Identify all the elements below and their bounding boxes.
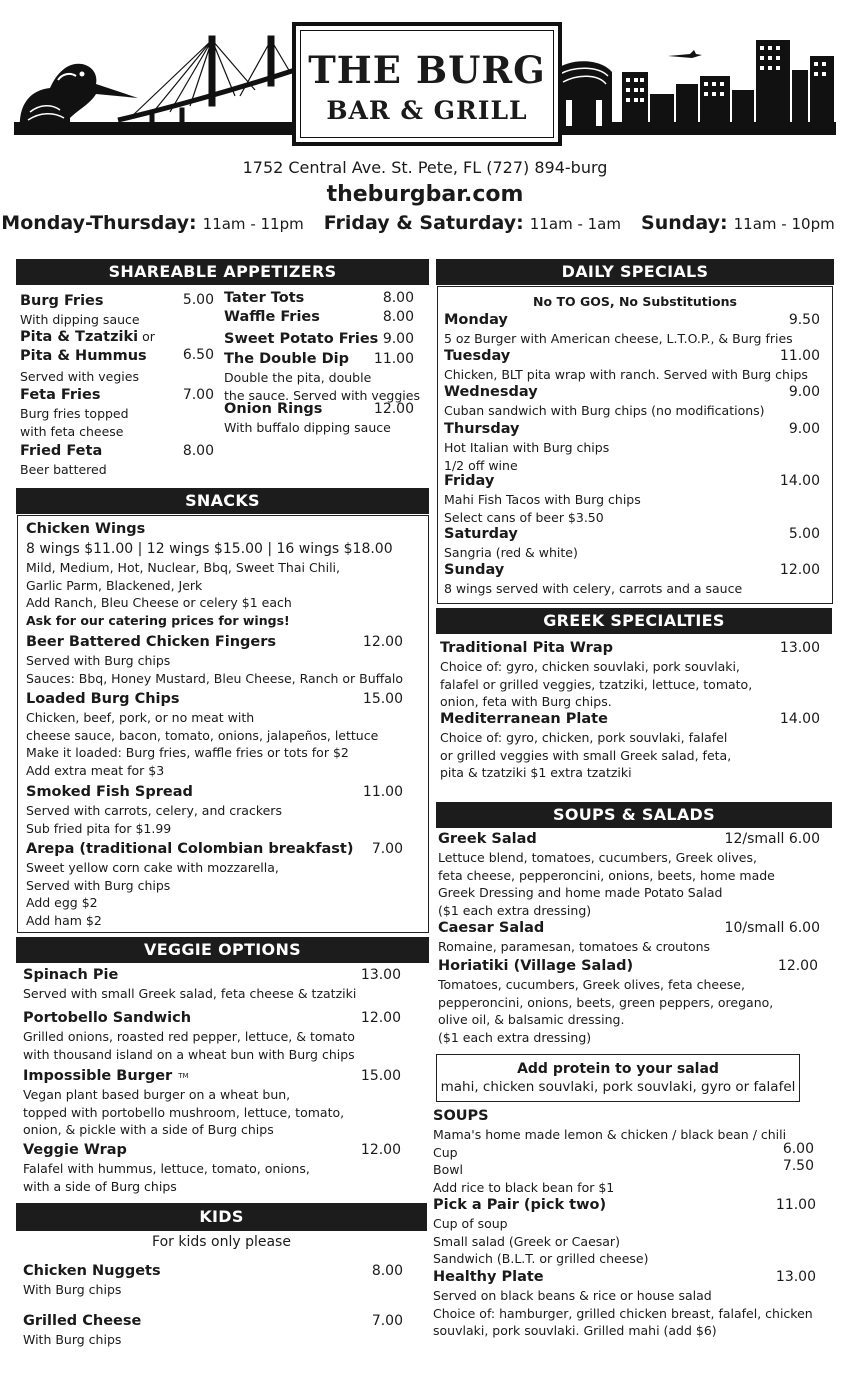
special-thursday: [444, 420, 609, 474]
item-desc: Double the pita, double: [224, 370, 372, 385]
catering-note: Ask for our catering prices for wings!: [26, 612, 290, 628]
item-price: 8.00: [382, 309, 414, 325]
hours-time-1: 11am - 11pm: [202, 215, 304, 233]
veggie-heading: VEGGIE OPTIONS: [16, 937, 429, 963]
item-desc: Cup of soup: [433, 1216, 508, 1231]
item-desc: Make it loaded: Burg fries, waffle fries or tots for $2: [26, 745, 349, 760]
item-price: 8.00: [382, 290, 414, 306]
hours: [0, 212, 850, 234]
item-price: 14.00: [779, 711, 820, 727]
logo-subtitle: BAR & GRILL: [326, 96, 528, 125]
address: 1752 Central Ave. St. Pete, FL (727) 894-burg: [242, 158, 608, 177]
item-price: 12.00: [360, 1010, 401, 1026]
item-price: 13.00: [775, 1269, 816, 1285]
item-desc: the sauce. Served with veggies: [224, 387, 420, 403]
menu-item-horiatiki: [438, 957, 773, 1046]
add-protein-box: [436, 1054, 800, 1102]
item-name: Fried Feta: [20, 443, 103, 459]
item-desc: Select cans of beer $3.50: [444, 509, 604, 525]
item-desc: Add rice to black bean for $1: [433, 1179, 615, 1195]
item-desc: pita & tzatziki $1 extra tzatziki: [440, 765, 632, 780]
appetizers-heading: SHAREABLE APPETIZERS: [16, 259, 429, 285]
item-desc: Garlic Parm, Blackened, Jerk: [26, 577, 203, 593]
menu-item-arepa: [26, 840, 353, 929]
specials-note: No TO GOS, No Substitutions: [533, 294, 737, 309]
item-desc: 1/2 off wine: [444, 457, 518, 473]
website-link[interactable]: theburgbar.com: [326, 182, 524, 207]
item-desc: Mahi Fish Tacos with Burg chips: [444, 492, 641, 507]
item-desc: onion, & pickle with a side of Burg chips: [23, 1122, 274, 1137]
item-price: 6.50: [182, 347, 214, 363]
item-name: Greek Salad: [438, 831, 537, 847]
item-name: Tuesday: [444, 348, 511, 364]
item-desc: Served on black beans & rice or house salad: [433, 1288, 712, 1303]
item-price: 9.00: [788, 384, 820, 400]
item-price: 12.00: [360, 1142, 401, 1158]
item-name: Veggie Wrap: [23, 1142, 127, 1158]
menu-item-pick-a-pair: [433, 1196, 649, 1268]
item-desc: 8 wings served with celery, carrots and a sauce: [444, 581, 743, 596]
item-desc: Cuban sandwich with Burg chips (no modifications): [444, 403, 765, 418]
kids-heading: KIDS: [16, 1203, 427, 1231]
item-desc: with a side of Burg chips: [23, 1178, 177, 1194]
add-protein-options: mahi, chicken souvlaki, pork souvlaki, gyro or falafel: [440, 1079, 796, 1095]
menu-item-soups: [433, 1107, 786, 1196]
logo-title: THE BURG: [308, 48, 546, 92]
hours-time-3: 11am - 10pm: [733, 215, 835, 233]
item-price: 12.00: [777, 958, 818, 974]
item-name: Arepa (traditional Colombian breakfast): [26, 841, 354, 857]
item-name: Sweet Potato Fries: [224, 331, 379, 347]
special-wednesday: [444, 383, 765, 420]
item-desc: Mama's home made lemon & chicken / black bean / chili: [433, 1127, 787, 1142]
menu-item-mediterranean-plate: [440, 710, 731, 782]
item-price: 12.00: [779, 562, 820, 578]
add-protein-title: Add protein to your salad: [517, 1061, 719, 1077]
item-price: 7.00: [182, 387, 214, 403]
special-saturday: [444, 525, 578, 562]
item-desc: Add egg $2: [26, 895, 98, 910]
item-desc: Falafel with hummus, lettuce, tomato, onions,: [23, 1161, 310, 1176]
item-name: Beer Battered Chicken Fingers: [26, 634, 277, 650]
hours-days-3: Sunday:: [641, 212, 728, 234]
item-desc: Sub fried pita for $1.99: [26, 820, 172, 836]
menu-item-tater-tots: [224, 289, 304, 308]
item-desc: ($1 each extra dressing): [438, 902, 592, 918]
header-banner: [0, 0, 850, 150]
item-price: 9.00: [788, 421, 820, 437]
item-desc: Sauces: Bbq, Honey Mustard, Bleu Cheese, Ranch or Buffalo: [26, 670, 404, 686]
item-desc: Small salad (Greek or Caesar): [433, 1233, 620, 1249]
snacks-heading: SNACKS: [16, 488, 429, 514]
item-price: 11.00: [775, 1197, 816, 1213]
menu-item-portobello-sandwich: [23, 1009, 355, 1063]
item-price: 15.00: [362, 691, 403, 707]
item-desc: Add ham $2: [26, 912, 102, 928]
item-price: 14.00: [779, 473, 820, 489]
item-name: Burg Fries: [20, 293, 104, 309]
item-desc: Grilled onions, roasted red pepper, lettuce, & tomato: [23, 1029, 355, 1044]
item-desc: Mild, Medium, Hot, Nuclear, Bbq, Sweet Thai Chili,: [26, 560, 341, 575]
item-price: 11.00: [373, 351, 414, 367]
soup-bowl-price: 7.50: [782, 1158, 814, 1174]
item-name: Waffle Fries: [224, 309, 320, 325]
item-name: Pita & Tzatziki: [20, 329, 139, 345]
menu-item-caesar-salad: [438, 919, 710, 956]
special-sunday: [444, 561, 742, 598]
item-desc: Served with carrots, celery, and crackers: [26, 803, 282, 818]
item-name: Pick a Pair (pick two): [433, 1197, 607, 1213]
item-price: 15.00: [360, 1068, 401, 1084]
menu-item-burg-fries: [20, 292, 140, 329]
item-desc: Chicken, BLT pita wrap with ranch. Served with Burg chips: [444, 367, 808, 382]
item-desc: cheese sauce, bacon, tomato, onions, jalapeños, lettuce: [26, 727, 379, 743]
item-name: Horiatiki (Village Salad): [438, 958, 634, 974]
item-name: Friday: [444, 473, 495, 489]
item-desc: With dipping sauce: [20, 312, 140, 327]
item-desc: falafel or grilled veggies, tzatziki, lettuce, tomato,: [440, 676, 753, 692]
special-friday: [444, 472, 641, 526]
item-desc: 5 oz Burger with American cheese, L.T.O.P., & Burg fries: [444, 331, 793, 346]
item-desc: Served with vegies: [20, 369, 139, 384]
item-name: Chicken Nuggets: [23, 1263, 161, 1279]
menu-item-pita-hummus: [20, 347, 147, 386]
item-desc: onion, feta with Burg chips.: [440, 694, 612, 709]
item-desc: Lettuce blend, tomatoes, cucumbers, Greek olives,: [438, 850, 757, 865]
menu-item-chicken-nuggets: [23, 1262, 161, 1299]
item-name: Grilled Cheese: [23, 1313, 142, 1329]
hours-days-2: Friday & Saturday:: [323, 212, 524, 234]
menu-item-smoked-fish-spread: [26, 783, 282, 837]
item-desc: Hot Italian with Burg chips: [444, 440, 610, 455]
item-name: Feta Fries: [20, 387, 101, 403]
city-icon: [555, 40, 834, 130]
menu-item-chicken-wings: [26, 520, 393, 629]
item-name: Smoked Fish Spread: [26, 784, 193, 800]
item-desc: Sangria (red & white): [444, 545, 578, 560]
item-desc: topped with portobello mushroom, lettuce, tomato,: [23, 1104, 345, 1120]
item-desc: pepperoncini, onions, beets, green peppers, oregano,: [438, 994, 774, 1010]
item-price: 12.00: [362, 634, 403, 650]
item-name: Impossible Burger: [23, 1068, 173, 1084]
item-price: 9.50: [788, 312, 820, 328]
item-price: 8.00: [371, 1263, 403, 1279]
item-name: Monday: [444, 312, 508, 328]
menu-item-loaded-burg-chips: [26, 690, 378, 779]
item-desc: ($1 each extra dressing): [438, 1029, 592, 1045]
item-name: Portobello Sandwich: [23, 1010, 192, 1026]
item-desc: Choice of: hamburger, grilled chicken breast, falafel, chicken: [433, 1305, 813, 1321]
menu-item-grilled-cheese: [23, 1312, 141, 1349]
hours-days-1: Monday-Thursday:: [1, 212, 197, 234]
item-desc: with thousand island on a wheat bun with Burg chips: [23, 1046, 355, 1062]
menu-item-fried-feta: [20, 442, 107, 479]
item-desc: Sandwich (B.L.T. or grilled cheese): [433, 1251, 649, 1266]
item-price: 11.00: [362, 784, 403, 800]
item-price: 5.00: [182, 292, 214, 308]
item-or: or: [142, 329, 155, 344]
item-desc: Tomatoes, cucumbers, Greek olives, feta cheese,: [438, 977, 745, 992]
item-desc: Choice of: gyro, chicken, pork souvlaki, falafel: [440, 730, 728, 745]
item-name: Caesar Salad: [438, 920, 545, 936]
soups-salads-heading: SOUPS & SALADS: [436, 802, 832, 828]
item-price: 7.00: [371, 1313, 403, 1329]
item-desc: Romaine, paramesan, tomatoes & croutons: [438, 939, 711, 954]
menu-item-impossible-burger: [23, 1067, 344, 1139]
specials-heading: DAILY SPECIALS: [436, 259, 834, 285]
item-desc: Add Ranch, Bleu Cheese or celery $1 each: [26, 595, 292, 610]
special-tuesday: [444, 347, 808, 384]
item-name: The Double Dip: [224, 351, 350, 367]
item-name: Saturday: [444, 526, 518, 542]
item-price: 7.00: [371, 841, 403, 857]
item-name: Tater Tots: [224, 290, 305, 306]
kids-note: For kids only please: [152, 1234, 291, 1250]
item-desc: or grilled veggies with small Greek salad, feta,: [440, 747, 732, 763]
item-desc: Beer battered: [20, 462, 107, 477]
item-price: 11.00: [779, 348, 820, 364]
item-price: 10/small 6.00: [724, 920, 820, 936]
menu-item-pita-tzatziki: [20, 328, 155, 347]
soup-cup-price: 6.00: [782, 1141, 814, 1157]
item-name: Sunday: [444, 562, 505, 578]
item-desc: souvlaki, pork souvlaki. Grilled mahi (add $6): [433, 1323, 717, 1338]
item-name: Mediterranean Plate: [440, 711, 608, 727]
item-desc: Greek Dressing and home made Potato Salad: [438, 885, 723, 900]
item-desc: Chicken, beef, pork, or no meat with: [26, 710, 255, 725]
menu-item-veggie-wrap: [23, 1141, 310, 1195]
item-desc: With buffalo dipping sauce: [224, 420, 391, 435]
soup-bowl-label: Bowl: [433, 1162, 463, 1177]
item-desc: With Burg chips: [23, 1282, 122, 1297]
item-desc: Vegan plant based burger on a wheat bun,: [23, 1087, 291, 1102]
item-desc: feta cheese, pepperoncini, onions, beets, home made: [438, 867, 775, 883]
item-name: Onion Rings: [224, 401, 323, 417]
item-desc: With Burg chips: [23, 1332, 122, 1347]
item-desc: Served with Burg chips: [26, 653, 171, 668]
item-desc: Served with Burg chips: [26, 877, 171, 893]
item-name: Chicken Wings: [26, 521, 146, 537]
greek-heading: GREEK SPECIALTIES: [436, 608, 832, 634]
menu-item-feta-fries: [20, 386, 129, 440]
item-name: Pita & Hummus: [20, 348, 147, 364]
item-price: 5.00: [788, 526, 820, 542]
menu-item-waffle-fries: [224, 308, 320, 327]
item-desc: Sweet yellow corn cake with mozzarella,: [26, 860, 279, 875]
menu-item-spinach-pie: [23, 966, 356, 1003]
item-desc: Served with small Greek salad, feta cheese & tzatziki: [23, 986, 357, 1001]
bridge-icon: [118, 36, 295, 124]
item-name: Loaded Burg Chips: [26, 691, 180, 707]
logo: [292, 22, 562, 146]
item-name: Spinach Pie: [23, 967, 119, 983]
wing-sizes: 8 wings $11.00 | 12 wings $15.00 | 16 wings $18.00: [26, 541, 393, 557]
item-price: 13.00: [779, 640, 820, 656]
item-desc: Choice of: gyro, chicken souvlaki, pork souvlaki,: [440, 659, 740, 674]
item-name: Traditional Pita Wrap: [440, 640, 613, 656]
menu-item-pita-wrap: [440, 639, 752, 711]
item-desc: with feta cheese: [20, 423, 124, 439]
item-price: 12/small 6.00: [724, 831, 820, 847]
item-desc: Burg fries topped: [20, 406, 129, 421]
item-name: Thursday: [444, 421, 520, 437]
trademark-mark: TM: [178, 1072, 189, 1080]
hours-time-2: 11am - 1am: [529, 215, 621, 233]
item-name: SOUPS: [433, 1108, 489, 1124]
item-price: 13.00: [360, 967, 401, 983]
item-desc: olive oil, & balsamic dressing.: [438, 1012, 625, 1027]
item-name: Healthy Plate: [433, 1269, 544, 1285]
item-desc: Add extra meat for $3: [26, 762, 165, 778]
special-monday: [444, 311, 793, 348]
item-price: 12.00: [373, 401, 414, 417]
item-name: Wednesday: [444, 384, 538, 400]
soup-cup-label: Cup: [433, 1144, 458, 1160]
item-price: 9.00: [382, 331, 414, 347]
item-price: 8.00: [182, 443, 214, 459]
